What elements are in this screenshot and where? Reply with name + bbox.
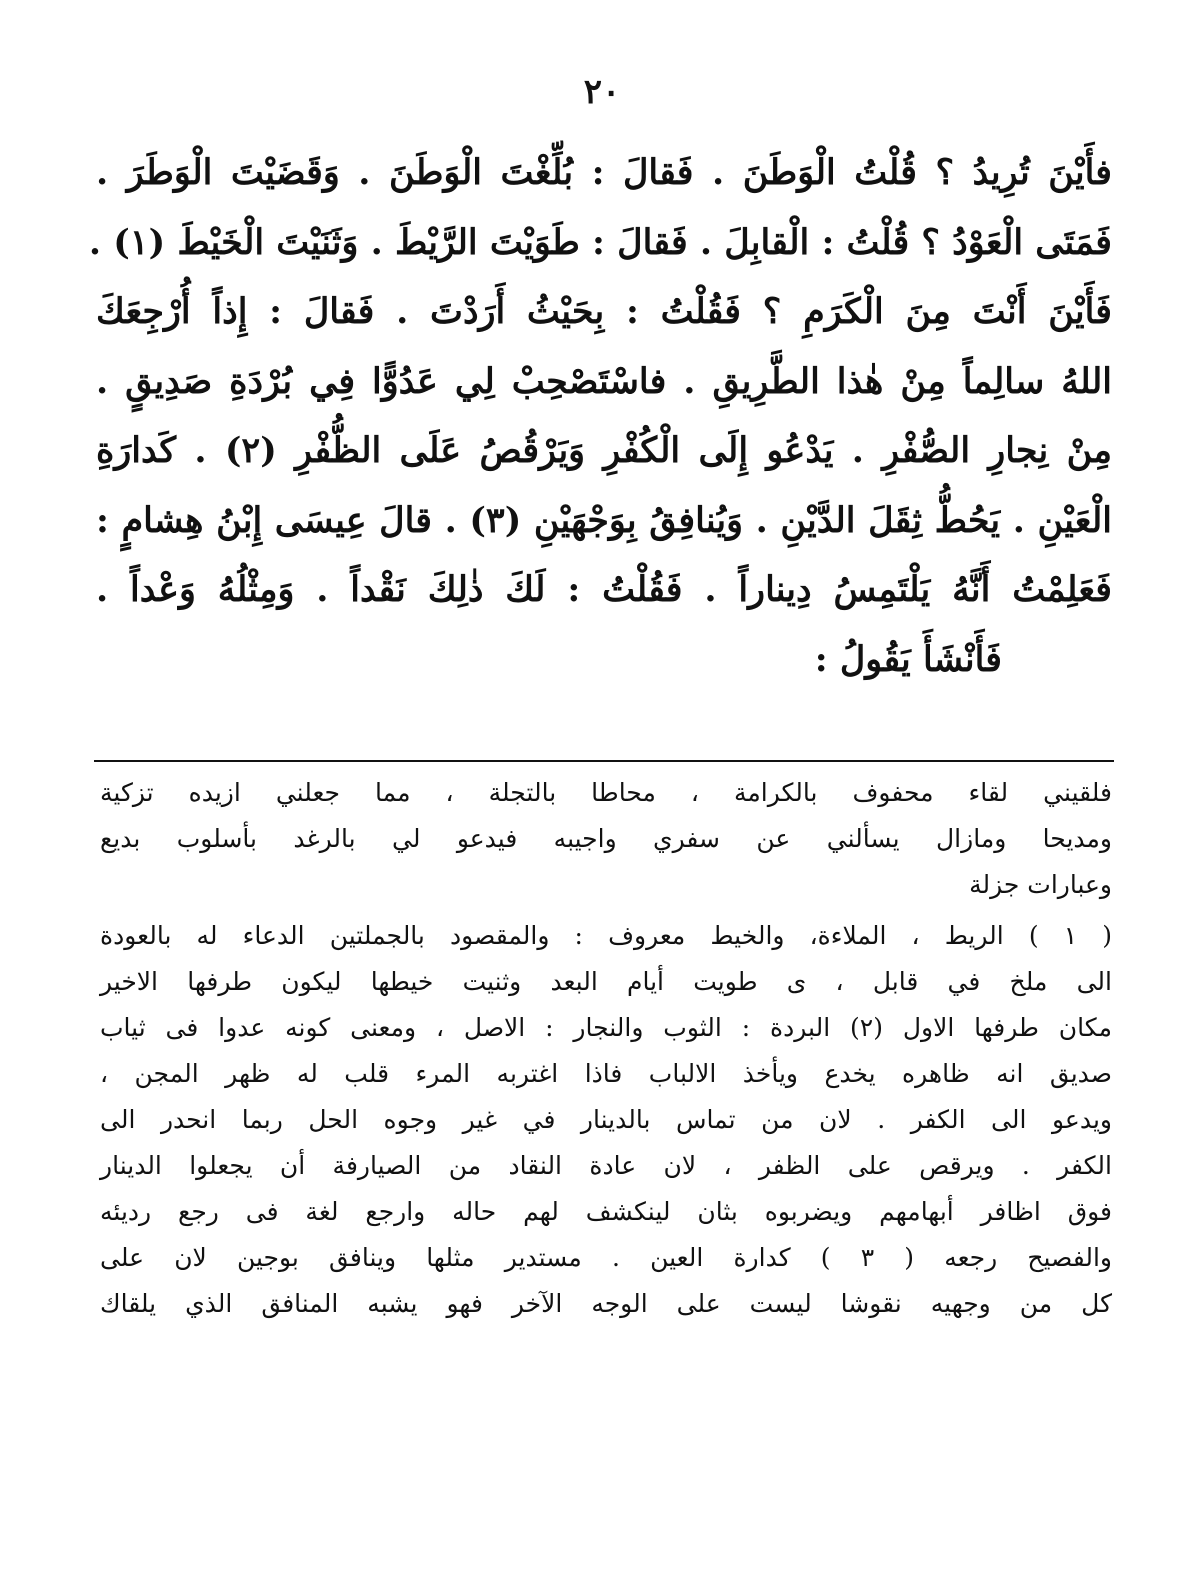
footnote-divider	[94, 760, 1114, 762]
footnote-line: ( ١ ) الريط ، الملاءة، والخيط معروف : والمقصود بالجملتين الدعاء له بالعودة	[100, 921, 1112, 950]
footnote-line: ومديحا ومازال يسألني عن سفري واجيبه فيدعو لي بالرغد بأسلوب بديع	[100, 824, 1112, 853]
footnotes-block	[100, 770, 1112, 1327]
page-number: ٢٠	[583, 72, 621, 112]
main-text-line: فَأَيْنَ أَنْتَ مِنَ الْكَرَمِ ؟ فَقُلْتُ : بِحَيْثُ أَرَدْتَ . فَقالَ : إِذاً أُرْجِعَكَ	[96, 291, 1112, 332]
main-text-line: الْعَيْنِ . يَحُطُّ ثِقَلَ الدَّيْنِ . وَيُنافِقُ بِوَجْهَيْنِ (٣) . قالَ عِيسَى إِبْنُ هِشامٍ :	[96, 499, 1112, 541]
footnote-line: الى ملخ في قابل ، ى طويت أيام البعد وثنيت خيطها ليكون طرفها الاخير	[100, 967, 1112, 996]
footnote-line: والفصيح رجعه ( ٣ ) كدارة العين . مستدير مثلها وينافق بوجين لان على	[100, 1243, 1113, 1272]
footnote-line: صديق انه ظاهره يخدع ويأخذ الالباب فاذا اغتربه المرء قلب له ظهر المجن ،	[100, 1059, 1112, 1088]
footnote-line: وعبارات جزلة	[969, 870, 1112, 899]
footnote-line: فلقيني لقاء محفوف بالكرامة ، محاطا بالتجلة ، مما جعلني ازيده تزكية	[100, 778, 1112, 807]
footnote-line: كل من وجهيه نقوشا ليست على الوجه الآخر فهو يشبه المنافق الذي يلقاك	[100, 1289, 1112, 1318]
footnote-line: الكفر . ويرقص على الظفر ، لان عادة النقاد من الصيارفة أن يجعلوا الدينار	[100, 1151, 1112, 1180]
main-text-line: مِنْ نِجارِ الصُّفْرِ . يَدْعُو إِلَى الْكُفْرِ وَيَرْقُصُ عَلَى الظُّفْرِ (٢) . كَدارَةِ	[96, 430, 1112, 471]
footnote-line: ويدعو الى الكفر . لان من تماس بالدينار في غير وجوه الحل ربما انحدر الى	[100, 1105, 1112, 1134]
main-text-line: فأَيْنَ تُرِيدُ ؟ قُلْتُ الْوَطَنَ . فَقالَ : بُلِّغْتَ الْوَطَنَ . وَقَضَيْتَ الْوَطَرَ .	[96, 152, 1112, 193]
main-text-line: فَعَلِمْتُ أَنَّهُ يَلْتَمِسُ دِيناراً . فَقُلْتُ : لَكَ ذٰلِكَ نَقْداً . وَمِثْلُهُ وَعْداً .	[96, 569, 1112, 610]
main-text-line: اللهُ سالِماً مِنْ هٰذا الطَّرِيقِ . فاسْتَصْحِبْ لِي عَدُوًّا فِي بُرْدَةِ صَدِيقٍ .	[96, 360, 1112, 402]
footnote-line: فوق اظافر أبهامهم ويضربوه بثان لينكشف لهم حاله وارجع لغة فى رجع رديئه	[100, 1197, 1112, 1226]
footnote-line: مكان طرفها الاول (٢) البردة : الثوب والنجار : الاصل ، ومعنى كونه عدوا فى ثياب	[100, 1013, 1112, 1042]
main-text-line: فَمَتَى الْعَوْدُ ؟ قُلْتُ : الْقابِلَ . فَقالَ : طَوَيْتَ الرَّيْطَ . وَثَنَيْتَ الْخَيْطَ (١) .	[88, 221, 1112, 263]
main-text-block	[88, 138, 1112, 694]
main-text-line: فَأَنْشَأَ يَقُولُ :	[814, 638, 1002, 680]
